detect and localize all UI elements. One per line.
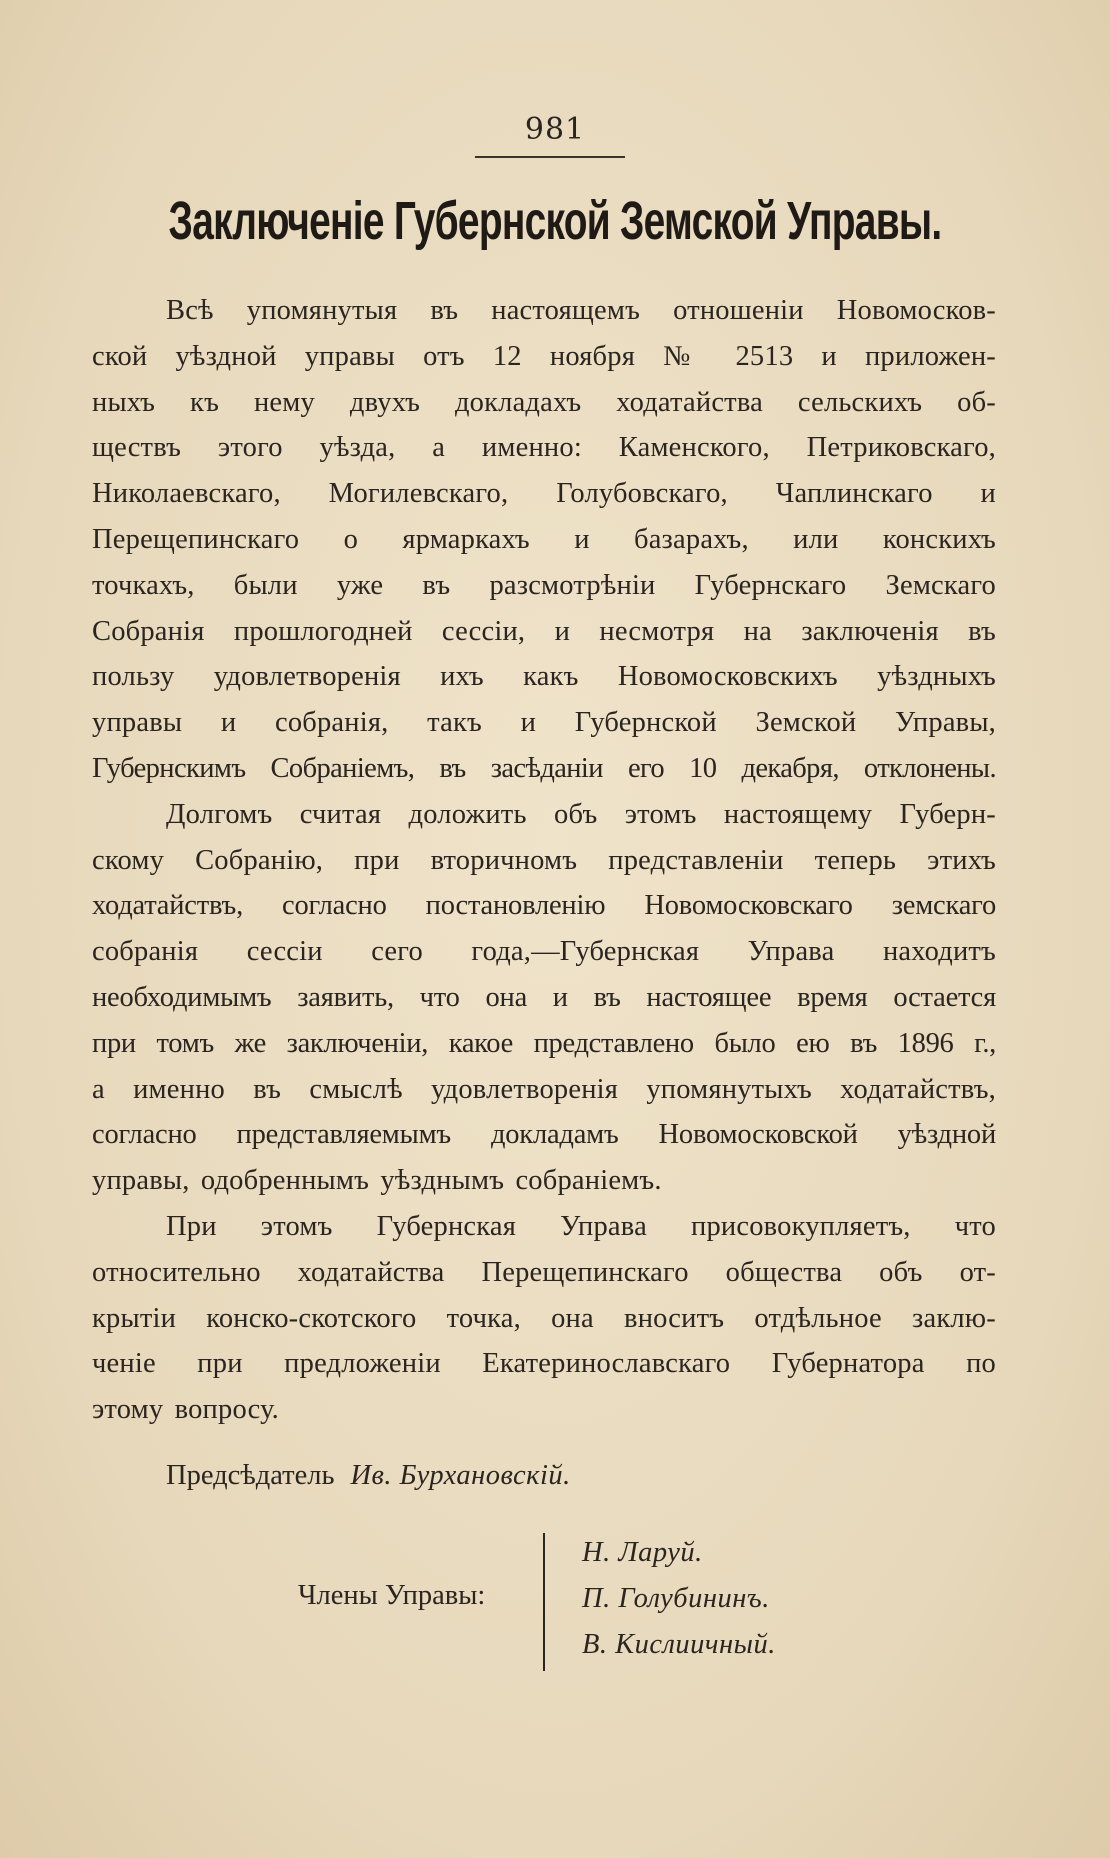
paragraph-2: [92, 792, 996, 1204]
signature-label: Предсѣдатель: [166, 1460, 335, 1491]
text-line: Всѣ упомянутыя въ настоящемъ отношеніи Новомосков-: [166, 295, 996, 326]
text-line: Долгомъ считая доложить объ этомъ настоящему Губерн-: [166, 798, 996, 830]
text-line: Перещепинскаго о ярмаркахъ и базарахъ, или конскихъ: [92, 523, 996, 555]
text-line: Губернскимъ Собраніемъ, въ засѣданіи его 10 декабря, отклонены.: [92, 752, 996, 784]
paragraph-1: [92, 288, 996, 792]
document-title: Заключеніе Губернской Земской Управы.: [168, 191, 942, 251]
text-line: крытіи конско-скотского точка, она вноситъ отдѣльное заклю-: [92, 1302, 996, 1334]
members-brace: [543, 1533, 561, 1671]
text-line: ныхъ къ нему двухъ докладахъ ходатайства сельскихъ об-: [92, 386, 996, 418]
text-line: Собранія прошлогодней сессіи, и несмотря на заключенія въ: [92, 615, 996, 647]
text-line: ченіе при предложеніи Екатеринославскаго Губернатора по: [92, 1348, 996, 1380]
member-name: В. Кислиичный.: [582, 1629, 776, 1660]
members-list: [582, 1530, 776, 1668]
page-number-rule: [475, 156, 625, 158]
text-line: собранія сессіи сего года,—Губернская Управа находитъ: [92, 936, 996, 968]
text-line: ской уѣздной управы отъ 12 ноября № 2513 и приложен-: [92, 340, 996, 372]
text-line: а именно въ смыслѣ удовлетворенія упомянутыхъ ходатайствъ,: [92, 1073, 996, 1105]
page-number: 981: [524, 112, 586, 147]
text-line: ходатайствъ, согласно постановленію Новомосковскаго земскаго: [92, 890, 996, 922]
chairman-signature: [166, 1460, 571, 1492]
text-line: управы и собранія, такъ и Губернской Земской Управы,: [92, 707, 996, 739]
text-line: ществъ этого уѣзда, а именно: Каменского, Петриковскаго,: [92, 432, 996, 464]
member-name: Н. Ларуй.: [582, 1537, 703, 1568]
text-line: необходимымъ заявить, что она и въ настоящее время остается: [92, 981, 996, 1013]
signature-name: Ив. Бурхановскій.: [350, 1460, 571, 1491]
body-text: [92, 288, 996, 1433]
text-line: управы, одобреннымъ уѣзднымъ собраніемъ.: [92, 1165, 662, 1197]
text-line: этому вопросу.: [92, 1394, 279, 1426]
members-label: Члены Управы:: [298, 1580, 486, 1611]
text-line: Николаевскаго, Могилевскаго, Голубовскаго, Чаплинскаго и: [92, 478, 996, 510]
text-line: При этомъ Губернская Управа присовокупляетъ, что: [166, 1210, 996, 1242]
text-line: согласно представляемымъ докладамъ Новомосковской уѣздной: [92, 1119, 996, 1151]
paragraph-3: [92, 1204, 996, 1433]
text-line: скому Собранію, при вторичномъ представленіи теперь этихъ: [92, 844, 996, 876]
text-line: пользу удовлетворенія ихъ какъ Новомосковскихъ уѣздныхъ: [92, 661, 996, 693]
text-line: при томъ же заключеніи, какое представлено было ею въ 1896 г.,: [92, 1027, 996, 1059]
text-line: относительно ходатайства Перещепинскаго общества объ от-: [92, 1256, 996, 1288]
text-line: точкахъ, были уже въ разсмотрѣніи Губернскаго Земскаго: [92, 569, 996, 601]
member-name: П. Голубининъ.: [582, 1583, 770, 1614]
